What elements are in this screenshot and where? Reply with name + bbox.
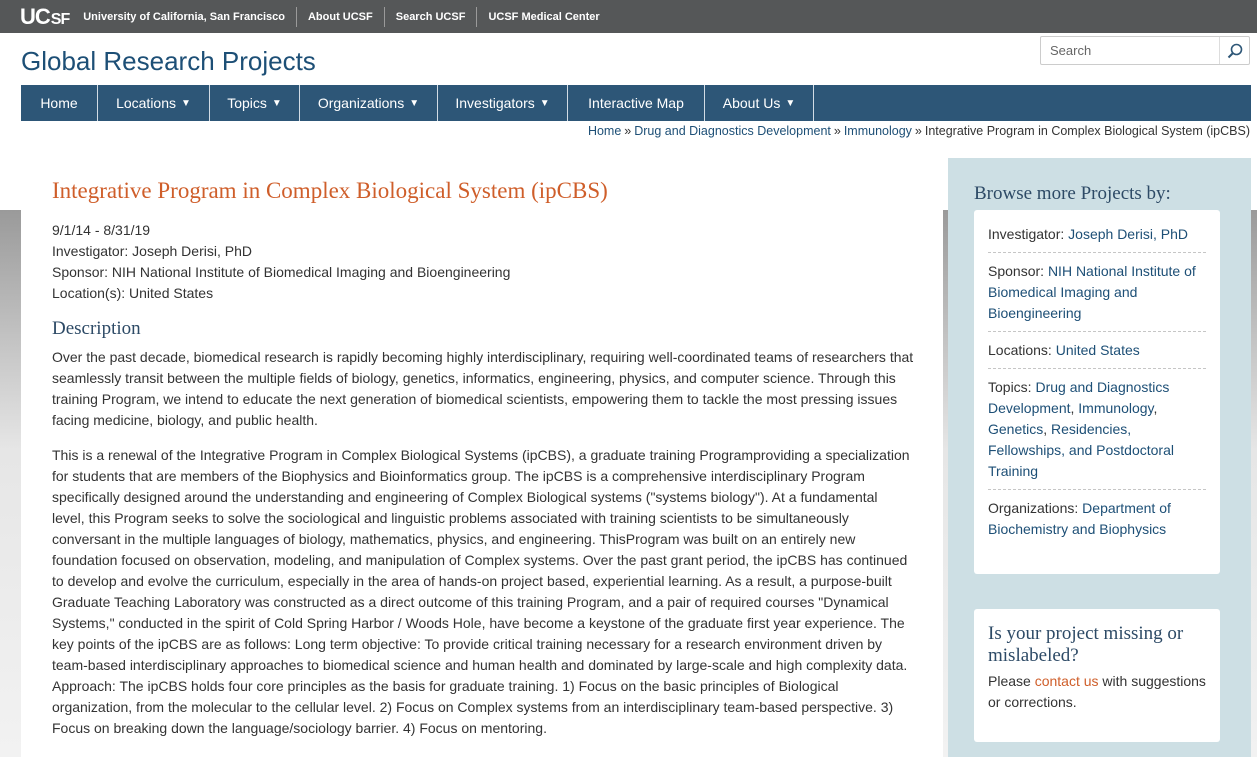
main-nav: [21, 85, 1251, 121]
nav-about-us[interactable]: [705, 85, 814, 121]
caret-down-icon: ▼: [785, 97, 796, 109]
ucsf-logo[interactable]: [20, 4, 69, 30]
topic-separator: ,: [1070, 400, 1079, 416]
breadcrumb-separator: »: [833, 124, 841, 138]
missing-project-card: [974, 609, 1220, 742]
nav-home-label: Home: [40, 95, 78, 111]
project-sponsor: Sponsor: NIH National Institute of Biomedical Imaging and Bioengineering: [52, 264, 511, 280]
browse-investigator-label: Investigator:: [988, 226, 1069, 242]
description-paragraph-2: This is a renewal of the Integrative Program in Complex Biological Systems (ipCBS), a graduate training Programproviding a specialization for students that are members of the Biophysics and Bioinformatics group. The ipCBS is a comprehensive interdisciplinary Program specifically designed around the understanding and engineering of Complex Biological systems ("systems biology"). At a fundamental level, this Program seeks to solve the sociological and linguistic problems associated with training scientists to be simultaneously conversant in the multiple languages of biology, mathematics, physics, and engineering. ThisProgram was built on an entirely new foundation focused on observation, modeling, and manipulation of Complex systems. Over the past grant period, the ipCBS has continued to develop and evolve the curriculum, especially in the area of hands-on project based, experiential learning. As a result, a purpose-built Graduate Teaching Laboratory was constructed as a direct outcome of this training Program, and a pair of required courses "Dynamical Systems," conducted in the spirit of Cold Spring Harbor / Woods Hole, have become a keystone of the graduate first year experience. The key points of the ipCBS are as follows: Long term objective: To provide critical training necessary for a research environment driven by team-based interdisciplinary approaches to biomedical science and human health and dominated by large-scale and high complexity data. Approach: The ipCBS holds four core principles as the basis for graduate training. 1) Focus on the basic principles of Biological organization, from the molecular to the cellular level. 2) Focus on Complex systems from an interdisciplinary team-based perspective. 3) Focus on breaking down the language/sociology barrier. 4) Focus on mentoring.: [52, 447, 910, 736]
search-icon: [1227, 43, 1243, 59]
top-link-ucsf[interactable]: University of California, San Francisco: [83, 10, 285, 23]
ucsf-logo-sf: SF: [50, 10, 70, 28]
nav-locations[interactable]: [98, 85, 210, 121]
topic-separator: ,: [1153, 400, 1158, 416]
description-paragraph-1: Over the past decade, biomedical research is rapidly becoming highly interdisciplinary, requiring well-coordinated teams of researchers that seamlessly transit between the multiple fields of biology, genetics, informatics, engineering, physics, and computer science. Through this training Program, we intend to educate the next generation of biomedical scientists, empowering them to tackle the most pressing issues facing medicine, biology, and public health.: [52, 349, 914, 428]
browse-title: Browse more Projects by:: [974, 183, 1171, 204]
browse-organizations-label: Organizations:: [988, 500, 1083, 516]
project-meta: [52, 220, 510, 304]
nav-organizations-label: Organizations: [317, 95, 405, 111]
nav-interactive-map[interactable]: [568, 85, 705, 121]
nav-investigators-label: Investigators: [455, 95, 535, 111]
nav-investigators[interactable]: [438, 85, 568, 121]
browse-sponsor: [988, 253, 1206, 332]
topic-link-genetics[interactable]: Genetics: [988, 421, 1044, 437]
nav-topics[interactable]: [210, 85, 300, 121]
browse-investigator-link[interactable]: Joseph Derisi, PhD: [1068, 226, 1188, 242]
browse-sponsor-label: Sponsor:: [988, 263, 1048, 279]
browse-organizations-link[interactable]: Department of Biochemistry and Biophysics: [988, 500, 1171, 537]
browse-locations: [988, 332, 1206, 369]
top-link-about[interactable]: About UCSF: [296, 7, 384, 27]
caret-down-icon: ▼: [409, 97, 420, 109]
nav-home[interactable]: [21, 85, 98, 121]
project-locations: Location(s): United States: [52, 285, 214, 301]
caret-down-icon: ▼: [271, 97, 282, 109]
browse-card: [974, 210, 1220, 574]
browse-sponsor-link[interactable]: NIH National Institute of Biomedical Imaging and Bioengineering: [988, 263, 1196, 321]
missing-text-before: Please: [988, 673, 1035, 689]
sidebar: [948, 158, 1251, 757]
nav-interactive-map-label: Interactive Map: [588, 95, 684, 111]
top-links: [79, 7, 610, 27]
breadcrumb-current: Integrative Program in Complex Biological System (ipCBS): [924, 124, 1250, 138]
breadcrumb-separator: »: [624, 124, 632, 138]
top-link-search[interactable]: Search UCSF: [384, 7, 477, 27]
breadcrumb-separator: »: [914, 124, 922, 138]
ucsf-top-bar: [0, 0, 1257, 33]
topic-link-immunology[interactable]: Immunology: [1078, 400, 1154, 416]
nav-topics-label: Topics: [227, 95, 267, 111]
top-link-medical-center[interactable]: UCSF Medical Center: [476, 7, 610, 27]
breadcrumb-immunology[interactable]: Immunology: [843, 124, 912, 138]
missing-project-text: [988, 671, 1206, 713]
project-dates: 9/1/14 - 8/31/19: [52, 222, 151, 238]
caret-down-icon: ▼: [181, 97, 191, 109]
browse-organizations: [988, 490, 1206, 547]
nav-about-us-label: About Us: [722, 95, 781, 111]
ucsf-logo-uc: UC: [20, 3, 50, 29]
search-button[interactable]: [1219, 37, 1249, 64]
topic-separator: ,: [1043, 421, 1052, 437]
main-content: [21, 150, 943, 757]
breadcrumb-drug-diagnostics[interactable]: Drug and Diagnostics Development: [634, 124, 831, 138]
breadcrumb-home[interactable]: Home: [587, 124, 622, 138]
nav-organizations[interactable]: [300, 85, 438, 121]
site-title[interactable]: Global Research Projects: [21, 46, 316, 76]
topic-link-residencies[interactable]: Residencies, Fellowships, and Postdoctoral Training: [988, 421, 1174, 479]
missing-project-title: Is your project missing or mislabeled?: [988, 623, 1184, 666]
browse-locations-label: Locations:: [988, 342, 1056, 358]
browse-topics-label: Topics:: [988, 379, 1036, 395]
caret-down-icon: ▼: [539, 97, 550, 109]
description-heading: Description: [52, 318, 141, 339]
browse-topics: [988, 369, 1206, 490]
page-title: Integrative Program in Complex Biological System (ipCBS): [52, 178, 608, 203]
missing-text-after: with suggestions or corrections.: [988, 673, 1206, 710]
search-input[interactable]: [1041, 37, 1219, 64]
nav-locations-label: Locations: [116, 95, 177, 111]
browse-investigator: [988, 216, 1206, 253]
topic-link-drug-diagnostics[interactable]: Drug and Diagnostics Development: [988, 379, 1170, 416]
browse-locations-link[interactable]: United States: [1055, 342, 1140, 358]
search-box: [1040, 36, 1250, 65]
project-investigator: Investigator: Joseph Derisi, PhD: [52, 243, 252, 259]
contact-us-link[interactable]: contact us: [1034, 673, 1099, 689]
breadcrumb: [588, 124, 1250, 138]
